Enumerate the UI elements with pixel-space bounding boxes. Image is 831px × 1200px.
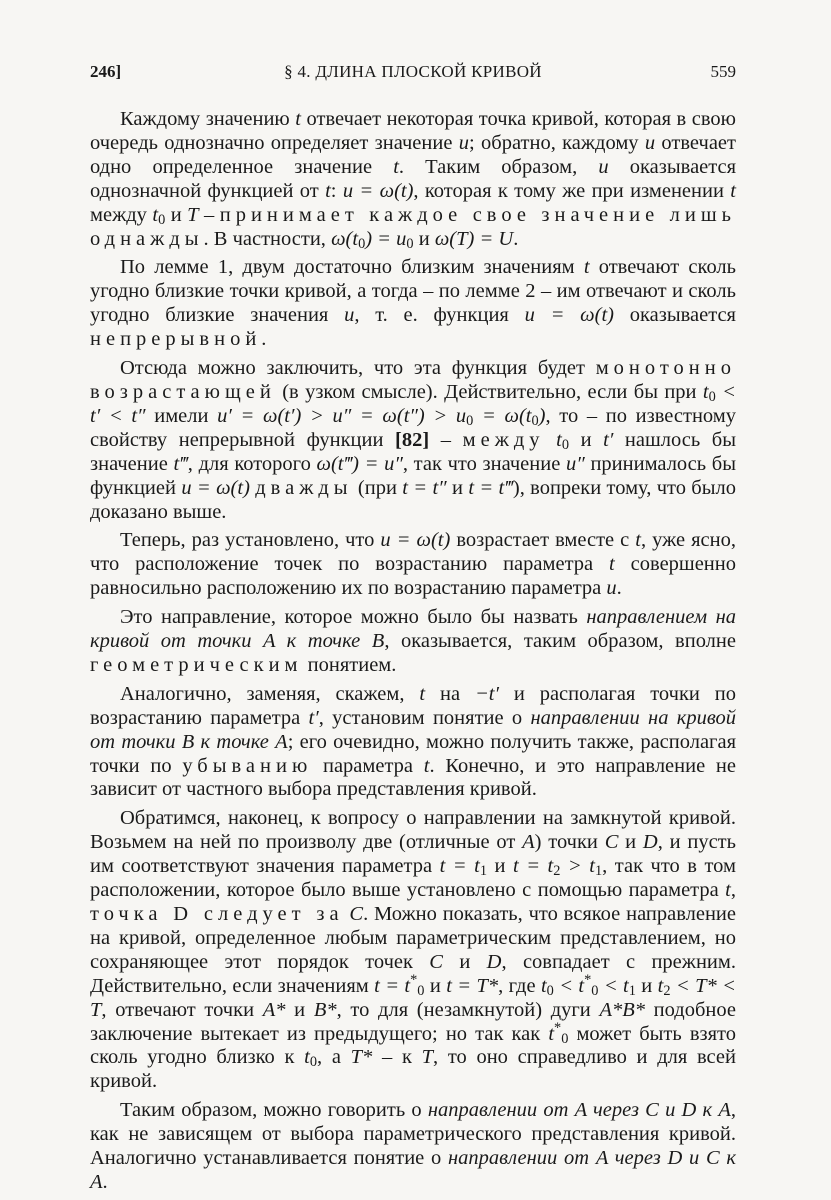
paragraph-1: Каждому значению t отвечает некоторая точка кривой, которая в свою очередь однозначно определяет значение u; обратно, каждому u отвечает одно определенное значение t. Таким образом, u оказывается однозначной функцией от t: u = ω(t), которая к тому же при изменении t между $t_0$ и T – принимает каждое свое значение лишь однажды. В частности, $\omega(t_0) = u_0$ и ω(T) = U.: [90, 108, 736, 252]
page-number: 559: [710, 62, 736, 81]
running-header: [90, 62, 736, 88]
paragraph-5: Это направление, которое можно было бы назвать направлением на кривой от точки A к точке B, оказывается, таким образом, вполне геометрическим понятием.: [90, 606, 736, 676]
page-reference: 246]: [90, 62, 122, 81]
section-title: § 4. ДЛИНА ПЛОСКОЙ КРИВОЙ: [284, 62, 542, 81]
paragraph-7: Обратимся, наконец, к вопросу о направлении на замкнутой кривой. Возьмем на ней по произволу две (отличные от A) точки C и D, и пусть им соответствуют значения параметра $t = t_1$ и $t = t_2 > t_1$, так что в том расположении, которое было выше установлено с помощью параметра t, точка D следует за C. Можно показать, что всякое направление на кривой, определенное любым параметрическим представлением, но сохраняющее этот порядок точек C и D, совпадает с прежним. Действительно, если значениям $t = t^*_0$ и t = T*, где $t_0 < t^*_0 < t_1$ и $t_2 < T* < T$, отвечают точки A* и B*, то для (незамкнутой) дуги A*B* подобное заключение вытекает из предыдущего; но так как $t^*_0$ может быть взято сколь угодно близко к $t_0$, а T* – к T, то оно справедливо и для всей кривой.: [90, 807, 737, 1093]
body-text: [90, 108, 736, 1200]
paragraph-4: Теперь, раз установлено, что u = ω(t) возрастает вместе с t, уже ясно, что расположение точек по возрастанию параметра t совершенно равносильно расположению их по возрастанию параметра u.: [90, 529, 736, 600]
paragraph-3: Отсюда можно заключить, что эта функция будет монотонно возрастающей (в узком смысле). Действительно, если бы при $t_0 < t' < t''$ имели $u' = \omega(t') > u'' = \omega(t'') > u_0 = \omega(t_0)$, то – по известному свойству непрерывной функции [82] – между $t_0$ и t′ нашлось бы значение t‴, для которого ω(t‴) = u″, так что значение u″ принималось бы функцией u = ω(t) дважды (при t = t″ и t = t‴), вопреки тому, что было доказано выше.: [90, 357, 737, 523]
paragraph-8: Таким образом, можно говорить о направлении от A через C и D к A, как не зависящем от выбора параметрического представления кривой. Аналогично устанавливается понятие о направлении от A через D и C к A.: [90, 1099, 737, 1193]
paragraph-6: Аналогично, заменяя, скажем, t на −t′ и располагая точки по возрастанию параметра t′, установим понятие о направлении на кривой от точки B к точке A; его очевидно, можно получить также, располагая точки по убыванию параметра t. Конечно, и это направление не зависит от частного выбора представления кривой.: [90, 682, 736, 801]
paragraph-2: По лемме 1, двум достаточно близким значениям t отвечают сколь угодно близкие точки кривой, а тогда – по лемме 2 – им отвечают и сколь угодно близкие значения u, т. е. функция u = ω(t) оказывается непрерывной.: [90, 256, 736, 351]
